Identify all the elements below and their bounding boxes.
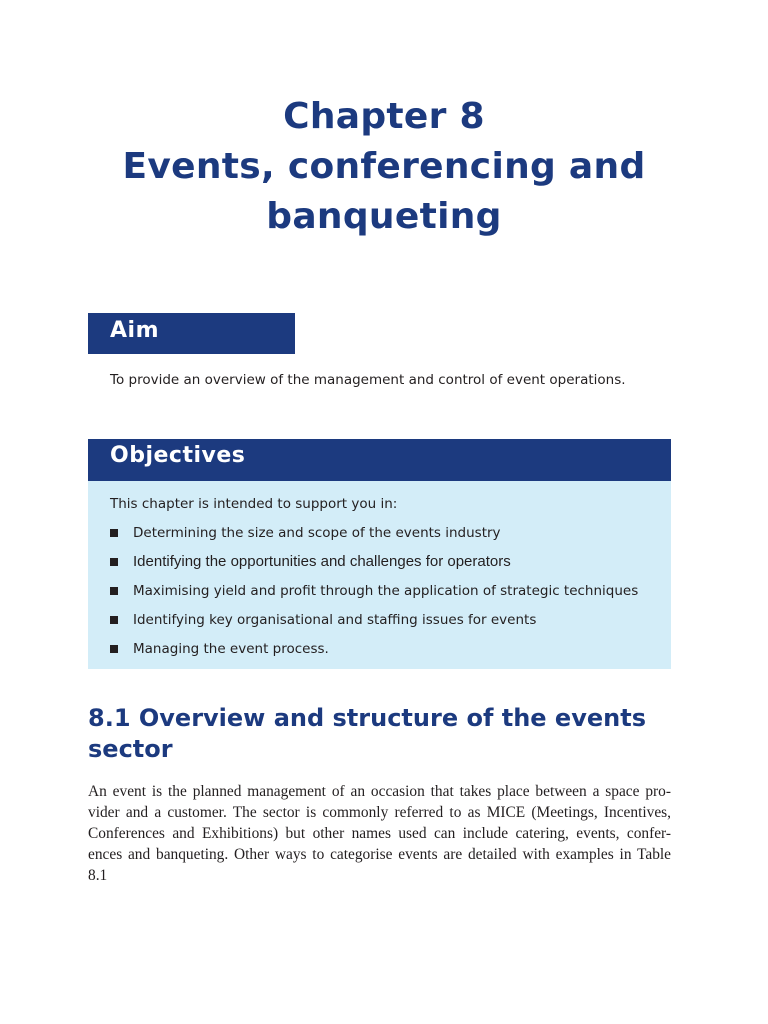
section-heading-line: sector [88,735,173,763]
chapter-title-line: Events, conferencing and [122,146,646,187]
list-item-text: Identifying the opportunities and challenges for operators [133,553,511,570]
paragraph-line: 8.1 [88,867,108,884]
objectives-heading-bar [88,439,671,481]
chapter-number: Chapter 8 [283,96,485,137]
list-item [110,552,638,581]
aim-heading: Aim [110,318,159,343]
list-item [110,610,638,639]
paragraph-line: Conferences and Exhibitions) but other names used can include catering, events, confer- [88,825,671,842]
list-item-text: Maximising yield and profit through the application of strategic techniques [133,583,639,599]
list-item-text: Managing the event process. [133,641,329,657]
aim-heading-bar [88,313,295,354]
square-bullet-icon [110,587,118,595]
chapter-title-line: banqueting [266,196,502,237]
list-item [110,639,638,668]
square-bullet-icon [110,558,118,566]
list-item-text: Identifying key organisational and staffing issues for events [133,612,537,628]
objectives-heading: Objectives [110,443,246,468]
list-item-text: Determining the size and scope of the events industry [133,525,501,541]
body-paragraph [88,781,671,886]
list-item [110,523,638,552]
objectives-intro: This chapter is intended to support you in: [110,496,398,512]
paragraph-line: ences and banqueting. Other ways to categorise events are detailed with examples in Table [88,846,671,863]
section-heading-line: 8.1 Overview and structure of the events [88,704,646,732]
section-heading [88,703,678,765]
paragraph-line: vider and a customer. The sector is commonly referred to as MICE (Meetings, Incentives, [88,804,671,821]
objectives-box [88,481,671,669]
square-bullet-icon [110,645,118,653]
chapter-title [0,92,768,242]
paragraph-line: An event is the planned management of an occasion that takes place between a space pro- [88,783,671,800]
square-bullet-icon [110,616,118,624]
objectives-list [110,523,638,668]
square-bullet-icon [110,529,118,537]
list-item [110,581,638,610]
aim-text: To provide an overview of the management and control of event operations. [110,372,626,388]
